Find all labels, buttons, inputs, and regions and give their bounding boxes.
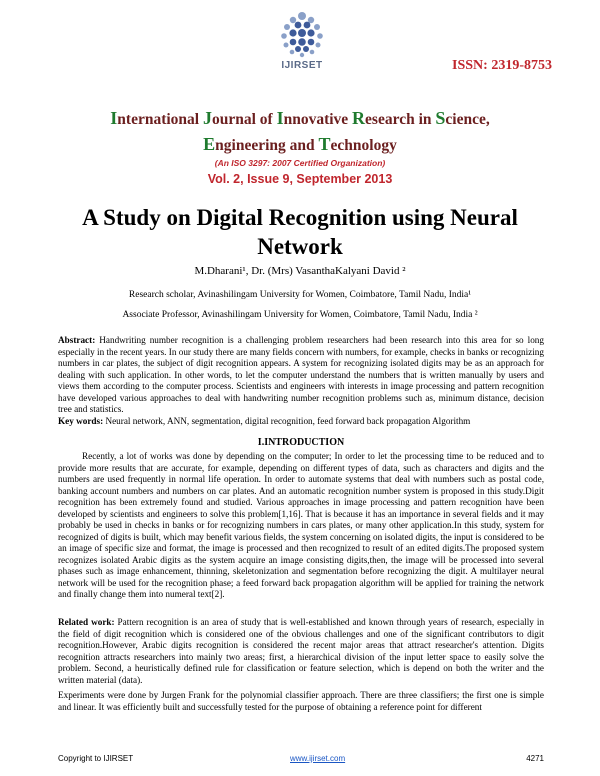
affiliation-2: Associate Professor, Avinashilingam University for Women, Coimbatore, Tamil Nadu, India ² <box>122 310 478 320</box>
journal-word: nternational <box>117 111 203 128</box>
introduction-paragraph: Recently, a lot of works was done by depending on the computer; In order to let the processing time to be reduced and to provide more results that are accurate, for example, depending on different types of data, such as characters and digits and the numbers are used frequently in normal life operation. In order to automate systems that deal with numbers such as postal code, banking account numbers and numbers on car plates. And an automatic recognition number system is proposed in this study.Digit recognition has been extremely found and studied. Various approaches in image processing and pattern recognition have been developed by scientists and engineers to solve this problem[1,16]. That is because it has an importance in several fields and it may probably be used in checks in banks or for recognizing numbers in cars plates, or many other application.In this study, system for recognized of digits is built, which may benefit various fields, the system concerning on isolated digits, the input is considered to be an image of specific size and format, the image is processed and then recognized to result of an edited digits.The proposed system recognizes isolated Arabic digits as the system acquire an image consisting digits,then, the image will be processed into several phases such as image enhancement, thinning, skeletonization and segmentation before recognizing the digit. A multilayer neural network will be used for the recognition phase; a feed forward back propagation algorithm will be applied for training the network and finally change them into numeral text[2]. <box>58 451 544 599</box>
journal-cap: E <box>203 134 216 154</box>
footer-link[interactable]: www.ijirset.com <box>290 754 346 763</box>
journal-cap: I <box>276 108 284 128</box>
paper-title: A Study on Digital Recognition using Neural Network <box>82 205 518 259</box>
keywords-text: Neural network, ANN, segmentation, digital recognition, feed forward back propagation Algorithm <box>103 416 471 426</box>
journal-cap: R <box>352 108 366 128</box>
page-number: 4271 <box>526 754 544 763</box>
journal-word: echnology <box>330 137 397 154</box>
abstract-label: Abstract: <box>58 335 96 345</box>
affiliation-1: Research scholar, Avinashilingam University for Women, Coimbatore, Tamil Nadu, India¹ <box>128 290 472 300</box>
journal-cap: J <box>202 108 212 128</box>
journal-word: esearch in <box>365 111 436 128</box>
journal-title-line-2 <box>40 134 560 155</box>
paper-authors: M.Dharani¹, Dr. (Mrs) VasanthaKalyani David ² <box>194 265 406 277</box>
logo-text: IJIRSET <box>281 60 323 71</box>
keywords <box>58 416 544 428</box>
journal-word: ngineering and <box>215 137 319 154</box>
iso-certification: (An ISO 3297: 2007 Certified Organization) <box>214 158 386 168</box>
journal-cap: S <box>435 108 446 128</box>
journal-word: nnovative <box>283 111 353 128</box>
journal-title-line-1 <box>40 108 560 129</box>
related-work-label: Related work: <box>58 617 115 627</box>
journal-word: ournal of <box>211 111 277 128</box>
journal-cap: I <box>110 108 118 128</box>
logo-sphere-icon <box>262 8 342 62</box>
section-heading-introduction: I.INTRODUCTION <box>257 437 345 448</box>
volume-issue: Vol. 2, Issue 9, September 2013 <box>207 172 393 186</box>
related-work-text: Pattern recognition is an area of study that is well-established and known through years of research, especially in the field of digit recognition which is considered one of the obvious challenges and one of the significant contributors to digit recognition.However, Arabic digits recognition is considered the recent major areas that attract researcher's attention. Digits recognition attracts researchers into mainly two areas; first, a hierarchical division of the input letter space to easily solve the problem. Second, a heuristically defined rule for classification or feature selection, which is depend on both the writer and the written material (data). <box>58 617 544 685</box>
journal-logo <box>262 8 342 78</box>
journal-cap: T <box>318 134 331 154</box>
keywords-label: Key words: <box>58 416 104 426</box>
journal-word: cience, <box>445 111 490 128</box>
footer-copyright: Copyright to IJIRSET <box>58 754 134 763</box>
experiments-paragraph: Experiments were done by Jurgen Frank for the polynomial classifier approach. There are three classifiers; the first one is simple and linear. It was efficiently built and successfully tested for the purpose of obtaining a reference point for different <box>58 690 544 712</box>
issn: ISSN: 2319-8753 <box>452 58 552 73</box>
abstract <box>58 335 544 416</box>
related-work <box>58 617 544 686</box>
abstract-text: Handwriting number recognition is a challenging problem researchers had been research into this area for so long especially in the recent years. In our study there are many fields concern with numbers, for example, checks in banks or recognizing numbers in car plates, the subject of digit recognition appears. A system for recognizing isolated digits may be as an approach for dealing with such application. In other words, to let the computer understand the numbers that is written manually by users and views them according to the computer process. Scientists and engineers with interests in image processing and pattern recognition have developed various approaches to deal with handwriting number recognition problems such as, minimum distance, decision tree and statistics. <box>58 335 544 414</box>
